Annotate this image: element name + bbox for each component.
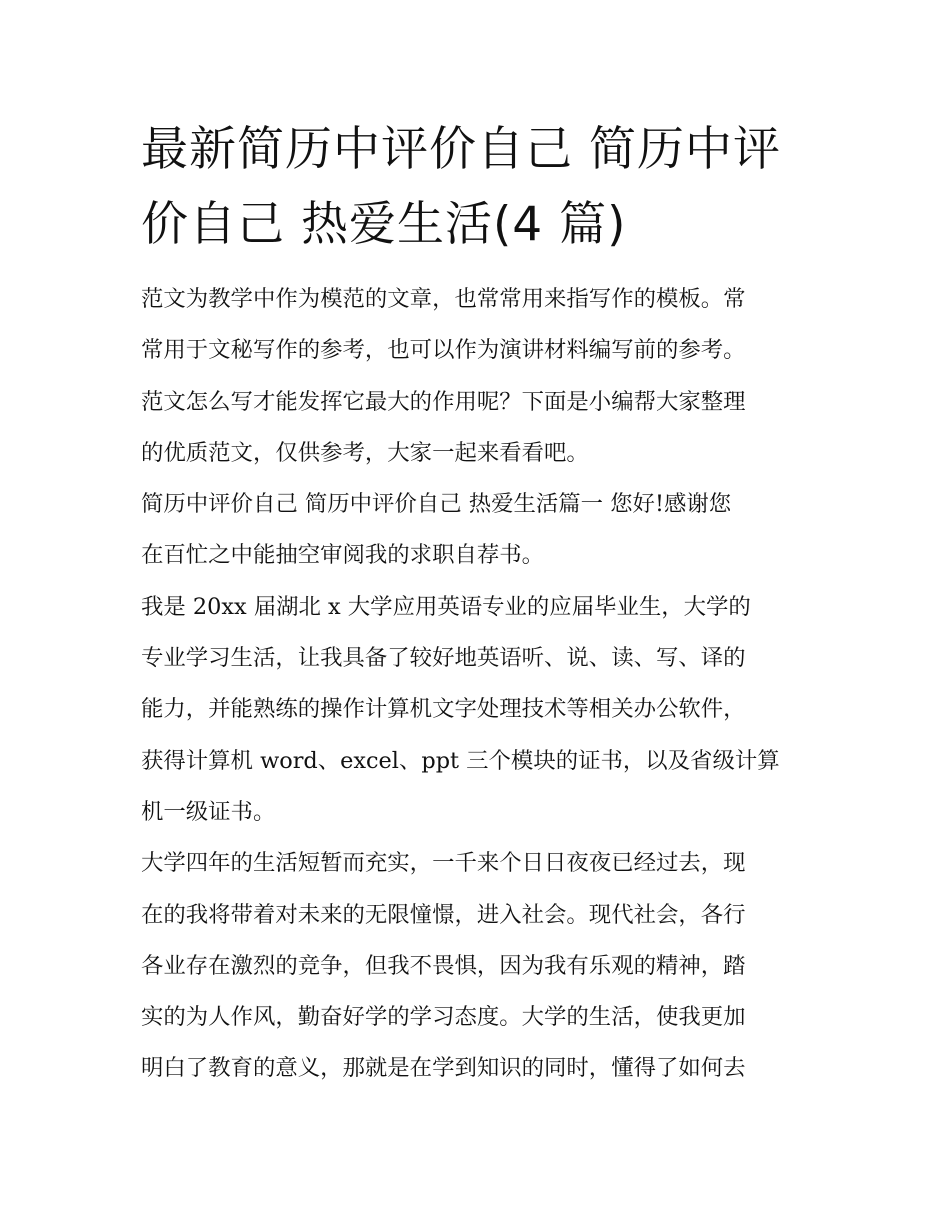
text-line: 常用于文秘写作的参考，也可以作为演讲材料编写前的参考。 — [141, 337, 746, 364]
text-line: 范文为教学中作为模范的文章，也常常用来指写作的模板。常 — [141, 286, 746, 312]
text-line: 能力，并能熟练的操作计算机文字处理技术等相关办公软件， — [141, 696, 746, 723]
text-line: 在百忙之中能抽空审阅我的求职自荐书。 — [141, 542, 545, 569]
text-line: 简历中评价自己 简历中评价自己 热爱生活篇一 您好!感谢您 — [141, 491, 732, 518]
text-line: 明白了教育的意义，那就是在学到知识的同时，懂得了如何去 — [141, 1055, 746, 1082]
title-line: 价自己 热爱生活(4 篇) — [141, 197, 627, 252]
text-line: 范文怎么写才能发挥它最大的作用呢？下面是小编帮大家整理 — [141, 388, 746, 415]
text-line: 我是 20xx 届湖北 x 大学应用英语专业的应届毕业生，大学的 — [141, 593, 751, 620]
text-line: 在的我将带着对未来的无限憧憬，进入社会。现代社会，各行 — [141, 901, 746, 928]
title-line: 最新简历中评价自己 简历中评 — [141, 122, 781, 177]
document-page — [141, 112, 813, 1095]
text-line: 专业学习生活，让我具备了较好地英语听、说、读、写、译的 — [141, 645, 746, 672]
text-line: 获得计算机 word、excel、ppt 三个模块的证书，以及省级计算 — [141, 747, 780, 774]
text-line: 实的为人作风，勤奋好学的学习态度。大学的生活，使我更加 — [141, 1004, 746, 1031]
text-line: 机一级证书。 — [141, 798, 276, 825]
paragraph-greeting — [141, 479, 813, 582]
text-line: 的优质范文，仅供参考，大家一起来看看吧。 — [141, 439, 589, 466]
paragraph-education — [141, 582, 813, 838]
document-body — [141, 274, 813, 1095]
paragraph-intro — [141, 274, 813, 479]
paragraph-university-life — [141, 838, 813, 1094]
text-line: 各业存在激烈的竞争，但我不畏惧，因为我有乐观的精神，踏 — [141, 952, 746, 979]
document-title — [141, 112, 813, 262]
text-line: 大学四年的生活短暂而充实，一千来个日日夜夜已经过去，现 — [141, 850, 746, 877]
